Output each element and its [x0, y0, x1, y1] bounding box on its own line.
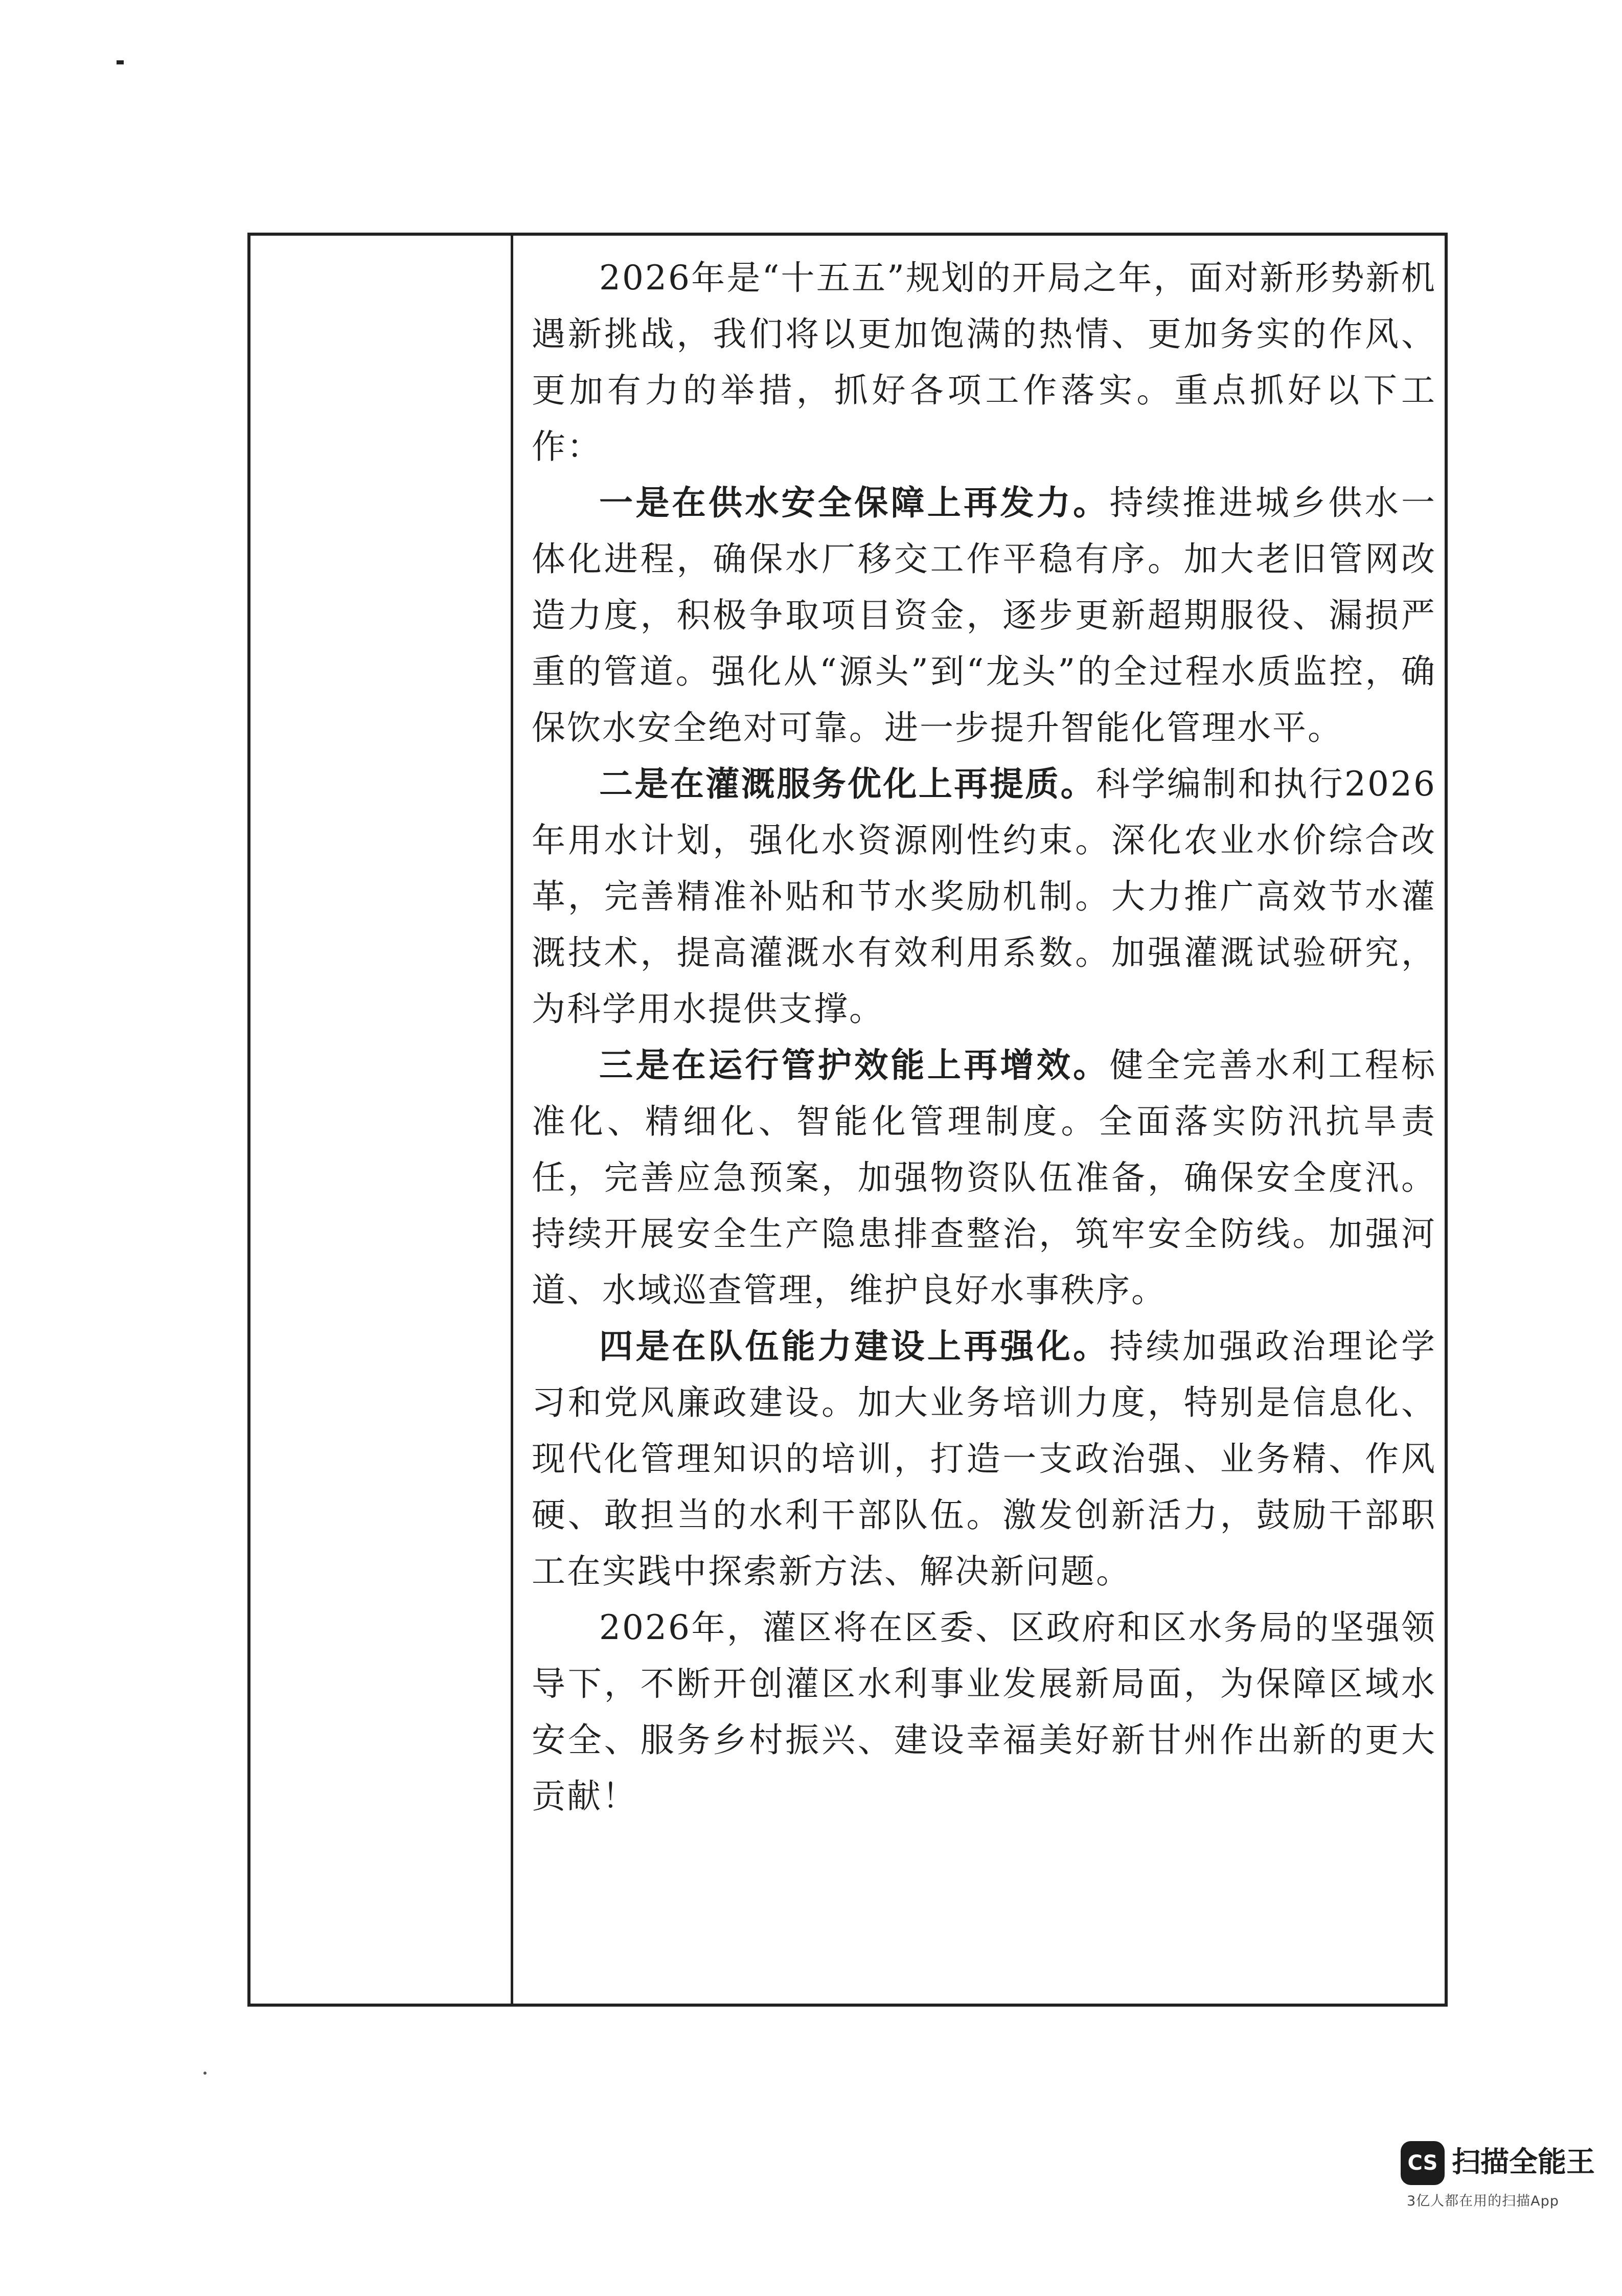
paragraph-text: 健全完善水利工程标准化、精细化、智能化管理制度。全面落实防汛抗旱责任，完善应急预案，加强物资队伍准备，确保安全度汛。持续开展安全生产隐患排查整治，筑牢安全防线。加强河道、水域巡查管理，维护良好水事秩序。 [532, 1045, 1437, 1310]
intro-paragraph [532, 250, 1436, 475]
paragraph-text: 2026年是“十五五”规划的开局之年，面对新形势新机遇新挑战，我们将以更加饱满的热情、更加务实的作风、更加有力的举措，抓好各项工作落实。重点抓好以下工作： [532, 258, 1436, 466]
task-paragraph-operation [532, 1037, 1436, 1319]
paragraph-lead: 三是在运行管护效能上再增效。 [599, 1045, 1110, 1085]
paragraph-lead: 一是在供水安全保障上再发力。 [599, 483, 1110, 522]
paragraph-text: 持续加强政治理论学习和党风廉政建设。加大业务培训力度，特别是信息化、现代化管理知识的培训，打造一支政治强、业务精、作风硬、敢担当的水利干部队伍。激发创新活力，鼓励干部职工在实践中探索新方法、解决新问题。 [532, 1327, 1437, 1591]
watermark-slogan: 3亿人都在用的扫描App [1407, 2193, 1559, 2209]
paragraph-lead: 四是在队伍能力建设上再强化。 [599, 1327, 1110, 1366]
paragraph-text: 持续推进城乡供水一体化进程，确保水厂移交工作平稳有序。加大老旧管网改造力度，积极争取项目资金，逐步更新超期服役、漏损严重的管道。强化从“源头”到“龙头”的全过程水质监控，确保饮水安全绝对可靠。进一步提升智能化管理水平。 [532, 483, 1437, 747]
task-paragraph-irrigation [532, 756, 1436, 1037]
paragraph-text: 科学编制和执行2026年用水计划，强化水资源刚性约束。深化农业水价综合改革，完善精准补贴和节水奖励机制。大力推广高效节水灌溉技术，提高灌溉水有效利用系数。加强灌溉试验研究，为科学用水提供支撑。 [532, 764, 1437, 1029]
camscanner-logo-icon: CS [1401, 2141, 1445, 2185]
watermark-app-name: 扫描全能王 [1452, 2146, 1595, 2179]
paragraph-lead: 二是在灌溉服务优化上再提质。 [599, 764, 1096, 804]
table-content-cell [532, 250, 1436, 1825]
task-paragraph-water-supply [532, 475, 1436, 756]
task-paragraph-team [532, 1319, 1436, 1600]
form-table [247, 233, 1448, 2007]
table-left-column [250, 236, 513, 2004]
scanner-watermark [1401, 2136, 1605, 2213]
paragraph-text: 2026年，灌区将在区委、区政府和区水务局的坚强领导下，不断开创灌区水利事业发展新局面，为保障区域水安全、服务乡村振兴、建设幸福美好新甘州作出新的更大贡献！ [532, 1608, 1436, 1816]
closing-paragraph [532, 1600, 1436, 1825]
scan-mark [117, 60, 124, 64]
scan-speck [203, 2072, 207, 2075]
